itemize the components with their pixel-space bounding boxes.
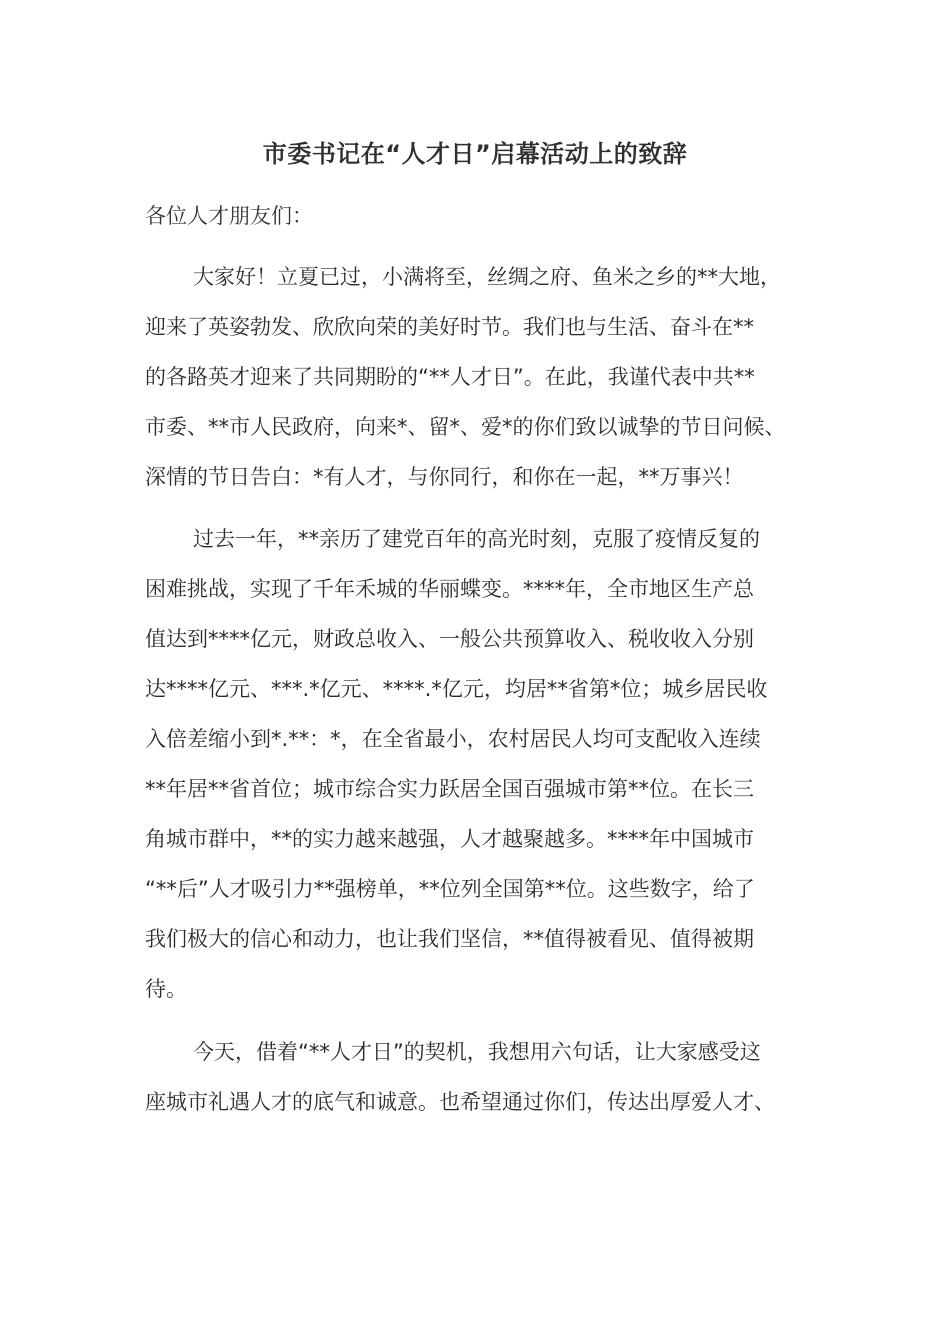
paragraph-line: 迎来了英姿勃发、欣欣向荣的美好时节。我们也与生活、奋斗在** — [145, 315, 754, 339]
salutation: 各位人才朋友们： — [145, 204, 313, 228]
paragraph-line: 今天，借着“**人才日”的契机，我想用六句话，让大家感受这 — [193, 1040, 761, 1064]
paragraph-line: 深情的节日告白：*有人才，与你同行，和你在一起，**万事兴！ — [145, 465, 744, 489]
paragraph-2 — [145, 514, 825, 1014]
paragraph-line: 过去一年，**亲历了建党百年的高光时刻，克服了疫情反复的 — [193, 527, 760, 551]
paragraph-line: 困难挑战，实现了千年禾城的华丽蝶变。****年，全市地区生产总 — [145, 577, 754, 601]
paragraph-line: 值达到****亿元，财政总收入、一般公共预算收入、税收收入分别 — [145, 627, 754, 651]
paragraph-3 — [145, 1027, 825, 1127]
paragraph-1 — [145, 252, 825, 502]
paragraph-line: 座城市礼遇人才的底气和诚意。也希望通过你们，传达出厚爱人才、 — [145, 1090, 775, 1114]
paragraph-line: 角城市群中，**的实力越来越强，人才越聚越多。****年中国城市 — [145, 827, 754, 851]
paragraph-line: 待。 — [145, 977, 187, 1001]
paragraph-line: 达****亿元、***.*亿元、****.*亿元，均居**省第*位；城乡居民收 — [145, 677, 768, 701]
document-title: 市委书记在“人才日”启幕活动上的致辞 — [262, 140, 688, 168]
paragraph-line: 我们极大的信心和动力，也让我们坚信，**值得被看见、值得被期 — [145, 927, 754, 951]
paragraph-line: 市委、**市人民政府，向来*、留*、爱*的你们致以诚挚的节日问候、 — [145, 415, 786, 439]
paragraph-line: **年居**省首位；城市综合实力跃居全国百强城市第**位。在长三 — [145, 777, 754, 801]
paragraph-line: “**后”人才吸引力**强榜单，**位列全国第**位。这些数字，给了 — [145, 877, 755, 901]
paragraph-line: 的各路英才迎来了共同期盼的“**人才日”。在此，我谨代表中共** — [145, 365, 755, 389]
paragraph-line: 入倍差缩小到*.**：*，在全省最小，农村居民人均可支配收入连续 — [145, 727, 761, 751]
paragraph-line: 大家好！立夏已过，小满将至，丝绸之府、鱼米之乡的**大地， — [193, 265, 781, 289]
